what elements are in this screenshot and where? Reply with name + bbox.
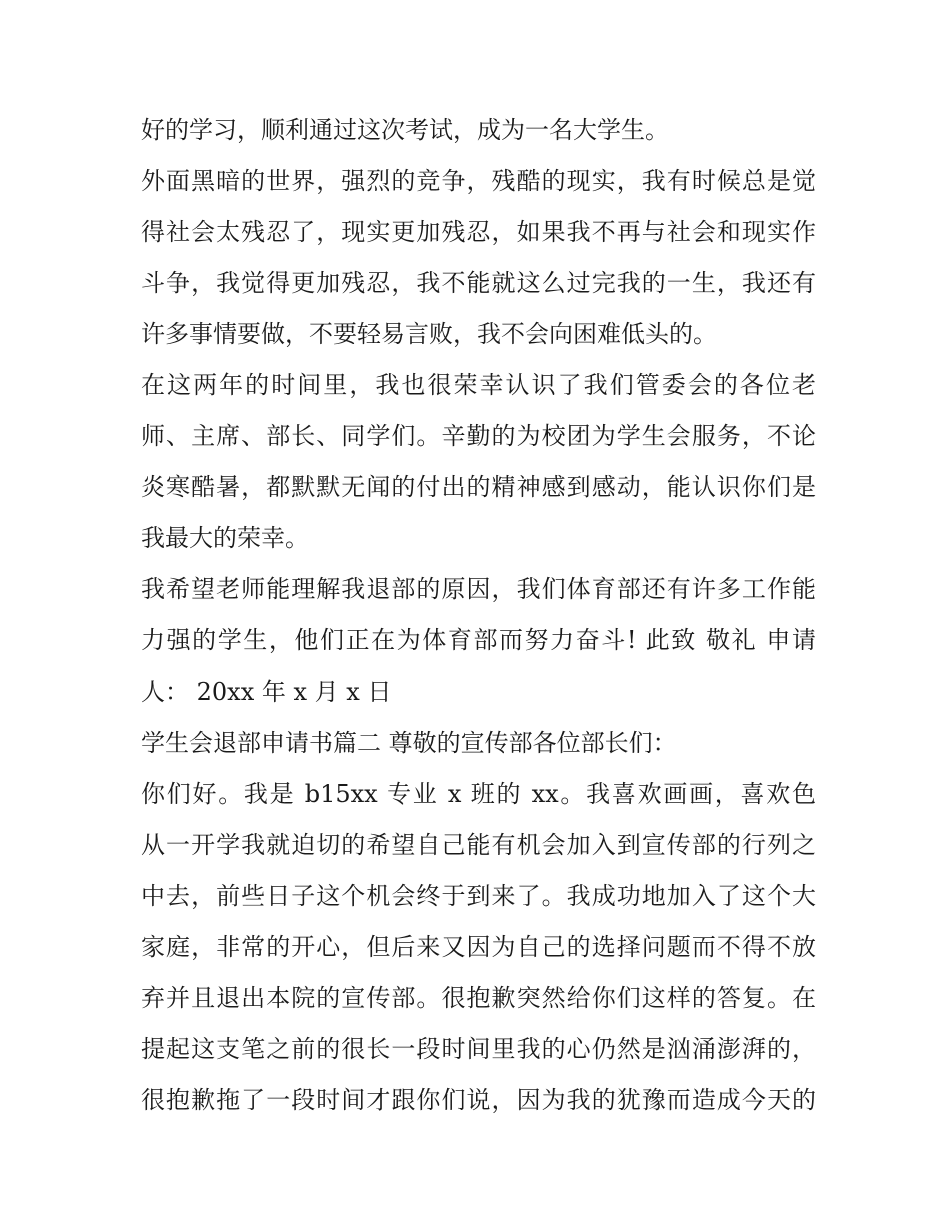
text-line: 很抱歉拖了一段时间才跟你们说，因为我的犹豫而造成今天的 xyxy=(141,1085,816,1114)
text-line: 我最大的荣幸。 xyxy=(141,524,309,553)
text-line: 提起这支笔之前的很长一段时间里我的心仍然是汹涌澎湃的， xyxy=(141,1034,816,1063)
text-line: 在这两年的时间里，我也很荣幸认识了我们管委会的各位老 xyxy=(141,371,816,400)
text-line: 斗争，我觉得更加残忍，我不能就这么过完我的一生，我还有 xyxy=(141,269,816,298)
text-line: 人： 20xx 年 x 月 x 日 xyxy=(141,677,392,706)
text-line: 家庭，非常的开心，但后来又因为自己的选择问题而不得不放 xyxy=(141,932,816,961)
text-line: 师、主席、部长、同学们。辛勤的为校团为学生会服务，不论 xyxy=(141,422,816,451)
text-line: 弃并且退出本院的宣传部。很抱歉突然给你们这样的答复。在 xyxy=(141,983,816,1012)
text-line: 中去，前些日子这个机会终于到来了。我成功地加入了这个大 xyxy=(141,881,816,910)
text-line: 力强的学生，他们正在为体育部而努力奋斗! 此致 敬礼 申请 xyxy=(141,626,816,655)
text-line: 得社会太残忍了，现实更加残忍，如果我不再与社会和现实作 xyxy=(141,218,816,247)
text-line: 好的学习，顺利通过这次考试，成为一名大学生。 xyxy=(141,116,669,144)
section-heading-line: 学生会退部申请书篇二 尊敬的宣传部各位部长们： xyxy=(141,728,677,757)
document-body xyxy=(141,105,816,1126)
text-line: 外面黑暗的世界，强烈的竞争，残酷的现实，我有时候总是觉 xyxy=(141,167,816,196)
text-line: 炎寒酷暑，都默默无闻的付出的精神感到感动，能认识你们是 xyxy=(141,473,816,502)
text-line: 我希望老师能理解我退部的原因，我们体育部还有许多工作能 xyxy=(141,575,816,604)
text-line: 从一开学我就迫切的希望自己能有机会加入到宣传部的行列之 xyxy=(141,830,816,859)
text-line: 你们好。我是 b15xx 专业 x 班的 xx。我喜欢画画，喜欢色 xyxy=(141,779,816,808)
text-line: 许多事情要做，不要轻易言败，我不会向困难低头的。 xyxy=(141,320,717,349)
